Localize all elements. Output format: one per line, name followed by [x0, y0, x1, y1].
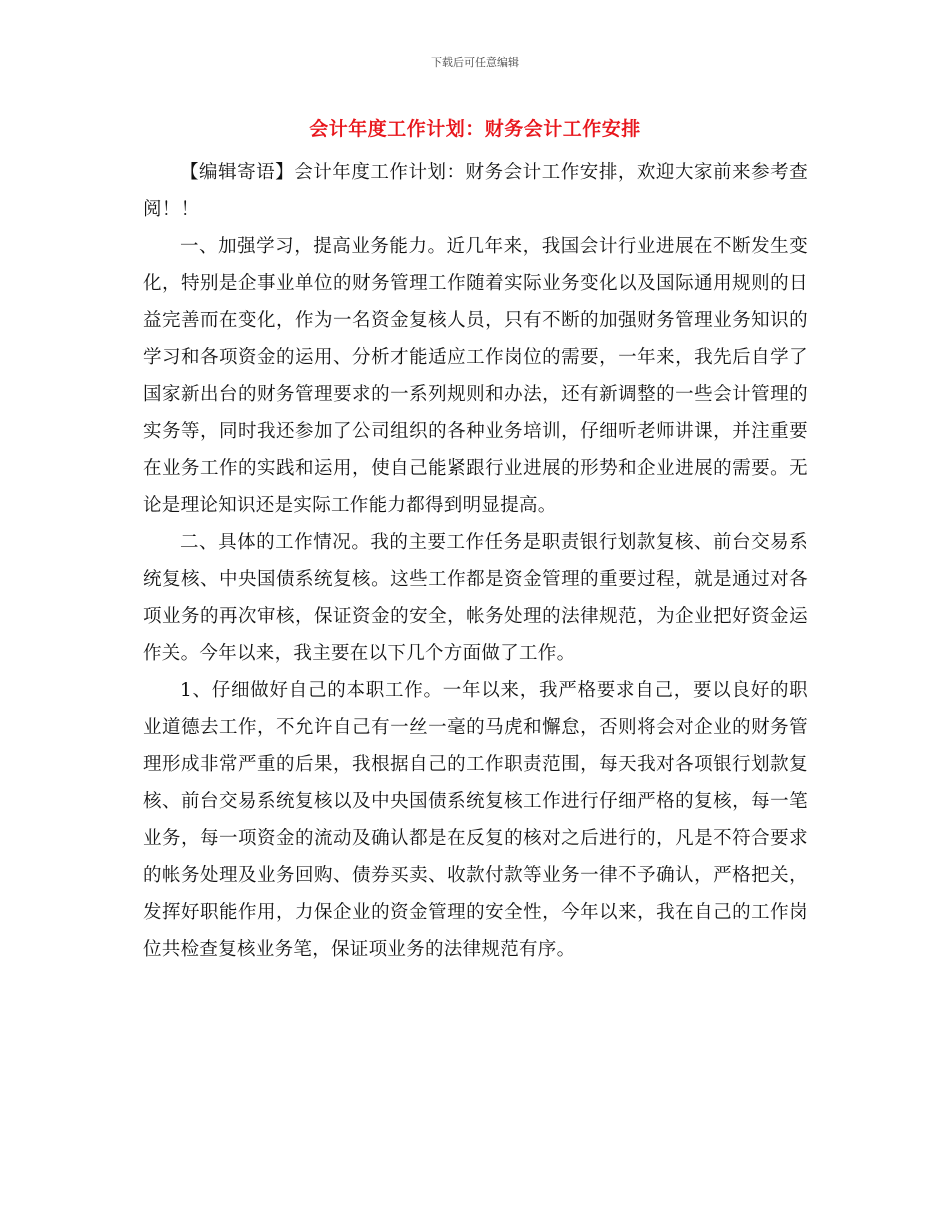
paragraph-item-one: 1、仔细做好自己的本职工作。一年以来，我严格要求自己，要以良好的职业道德去工作，不允许自己有一丝一毫的马虎和懈怠，否则将会对企业的财务管理形成非常严重的后果，我根据自己的工作职责范围，每天我对各项银行划款复核、前台交易系统复核以及中央国债系统复核工作进行仔细严格的复核，每一笔业务，每一项资金的流动及确认都是在反复的核对之后进行的，凡是不符合要求的帐务处理及业务回购、债券买卖、收款付款等业务一律不予确认，严格把关，发挥好职能作用，力保企业的资金管理的安全性，今年以来，我在自己的工作岗位共检查复核业务笔，保证项业务的法律规范有序。 [143, 680, 808, 960]
paragraph-section-one: 一、加强学习，提高业务能力。近几年来，我国会计行业进展在不断发生变化，特别是企事业单位的财务管理工作随着实际业务变化以及国际通用规则的日益完善而在变化，作为一名资金复核人员，只有不断的加强财务管理业务知识的学习和各项资金的运用、分析才能适应工作岗位的需要，一年来，我先后自学了国家新出台的财务管理要求的一系列规则和办法，还有新调整的一些会计管理的实务等，同时我还参加了公司组织的各种业务培训，仔细听老师讲课，并注重要在业务工作的实践和运用，使自己能紧跟行业进展的形势和企业进展的需要。无论是理论知识还是实际工作能力都得到明显提高。 [143, 236, 808, 516]
document-title: 会计年度工作计划：财务会计工作安排 [309, 118, 641, 140]
paragraph-section-two: 二、具体的工作情况。我的主要工作任务是职责银行划款复核、前台交易系统复核、中央国债系统复核。这些工作都是资金管理的重要过程，就是通过对各项业务的再次审核，保证资金的安全，帐务处理的法律规范，为企业把好资金运作关。今年以来，我主要在以下几个方面做了工作。 [143, 532, 808, 664]
page-header-note: 下载后可任意编辑 [431, 56, 519, 69]
paragraph-editor-note: 【编辑寄语】会计年度工作计划：财务会计工作安排，欢迎大家前来参考查阅！！ [143, 162, 808, 220]
document-body [143, 154, 808, 968]
